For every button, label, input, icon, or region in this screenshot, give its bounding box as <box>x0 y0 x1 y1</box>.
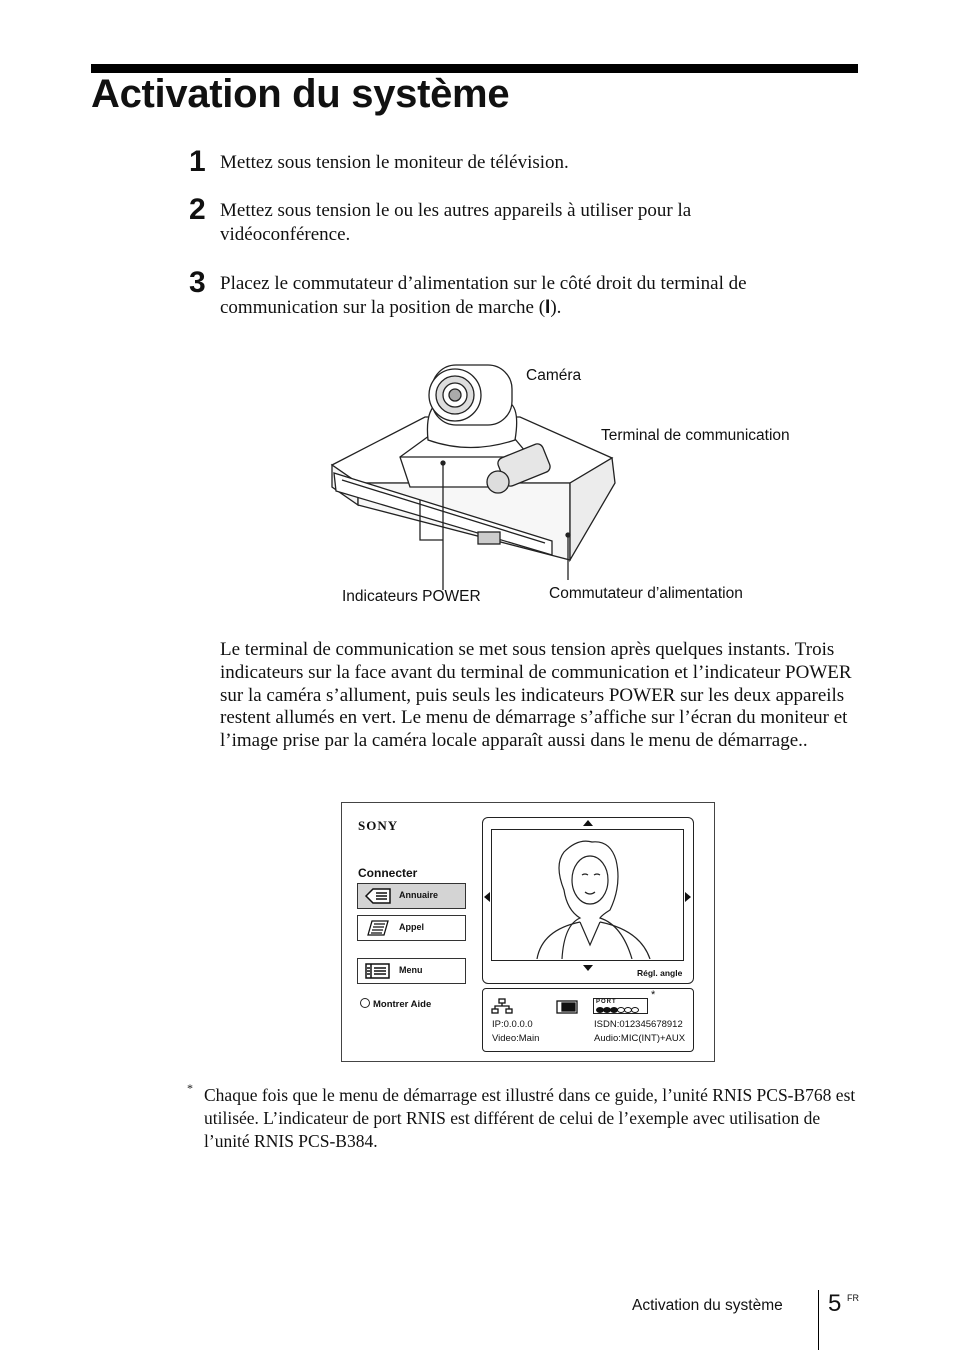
callout-power-indicators: Indicateurs POWER <box>342 588 481 605</box>
callout-power-switch: Commutateur d’alimentation <box>549 585 743 602</box>
video-source: Video:Main <box>492 1033 540 1044</box>
page-language: FR <box>847 1293 859 1303</box>
step-text: Mettez sous tension le moniteur de télévision. <box>220 152 569 173</box>
step-number: 1 <box>189 145 206 178</box>
callout-camera: Caméra <box>526 367 582 384</box>
keypad-icon <box>364 919 392 942</box>
audio-source: Audio:MIC(INT)+AUX <box>594 1033 686 1044</box>
angle-adjust-label[interactable]: Régl. angle <box>637 968 683 978</box>
connect-label: Connecter <box>358 866 418 880</box>
tilt-up-icon[interactable] <box>583 820 593 826</box>
step-text: Mettez sous tension le ou les autres appareils à utiliser pour la vidéoconférence. <box>220 200 692 245</box>
tilt-down-icon[interactable] <box>583 965 593 971</box>
appel-button[interactable] <box>357 915 466 941</box>
isdn-number: ISDN:012345678912 <box>594 1019 683 1030</box>
footer-rule <box>818 1290 819 1350</box>
button-label: Appel <box>399 922 425 932</box>
menu-list-icon <box>364 962 392 985</box>
footnote-marker: * <box>651 989 656 1001</box>
camera-preview-image <box>491 829 684 961</box>
annuaire-button[interactable] <box>357 883 466 909</box>
help-toggle[interactable]: Montrer Aide <box>360 998 431 1010</box>
pan-right-icon[interactable] <box>685 892 691 902</box>
step-number: 3 <box>189 266 206 299</box>
radio-circle-icon <box>360 998 370 1008</box>
isdn-port-indicator: PORT <box>593 998 648 1014</box>
person-portrait-icon <box>492 830 682 959</box>
page-number: 5 <box>828 1290 842 1317</box>
step-number: 2 <box>189 193 206 226</box>
menu-button[interactable] <box>357 958 466 984</box>
sony-logo: SONY <box>358 818 399 833</box>
pan-left-icon[interactable] <box>484 892 490 902</box>
power-on-symbol: I <box>545 297 551 318</box>
footnote-marker: * <box>187 1081 193 1095</box>
footer-section-title: Activation du système <box>632 1297 783 1314</box>
body-paragraph: Le terminal de communication se met sous tension après quelques instants. Trois indicateurs sur la face avant du terminal de communication et l’indicateur POWER sur la caméra s’allument, puis seuls les indicateurs POWER sur les deux appareils restent allumés en vert. Le menu de démarrage s’affiche sur l’écran du moniteur et l’image prise par la caméra locale apparaît aussi dans le menu de démarrage.. <box>220 639 852 752</box>
step-text: Placez le commutateur d’alimentation sur le côté droit du terminal de communication sur la position de marche (I). <box>220 273 747 318</box>
callout-terminal: Terminal de communication <box>601 427 790 444</box>
button-label: Menu <box>399 965 423 975</box>
button-label: Annuaire <box>399 890 439 900</box>
page-title: Activation du système <box>91 72 510 116</box>
terminal-camera-illustration <box>320 355 630 595</box>
ip-address: IP:0.0.0.0 <box>492 1019 533 1030</box>
footnote-text: Chaque fois que le menu de démarrage est illustré dans ce guide, l’unité RNIS PCS-B768 est utilisée. L’indicateur de port RNIS est différent de celui de l’exemple avec utilisation de l’unité RNIS PCS-B384. <box>204 1085 856 1151</box>
network-icon <box>491 998 513 1014</box>
video-device-icon <box>556 1000 578 1014</box>
phonebook-icon <box>364 887 392 910</box>
